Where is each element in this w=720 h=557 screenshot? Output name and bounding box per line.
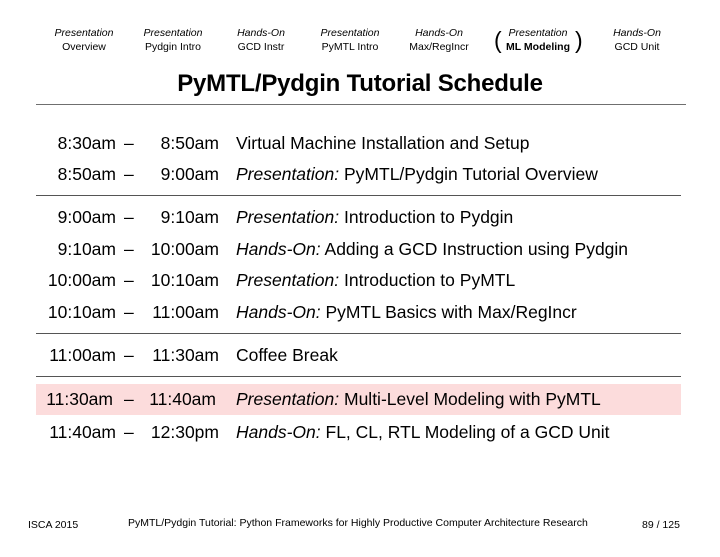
end-time: 9:10am [160,207,219,227]
start-time: 11:40am [49,422,116,442]
time-separator: – [124,345,134,365]
section-divider [36,333,681,334]
session-text: Multi-Level Modeling with PyMTL [344,389,601,409]
session-kind: Presentation: [236,389,340,409]
schedule-row [0,297,720,328]
end-time: 9:00am [160,164,219,184]
session-kind: Hands-On: [236,422,321,442]
schedule-row [0,128,720,159]
footer-subtitle: PyMTL/Pydgin Tutorial: Python Frameworks for Highly Productive Computer Architecture Research [128,517,588,529]
footer-venue: ISCA 2015 [28,519,79,531]
nav-topic: GCD Unit [614,41,660,53]
nav-kind: Presentation [320,27,380,39]
session-description [236,202,513,233]
start-time: 11:30am [46,389,113,409]
nav-item-overview[interactable] [39,26,129,54]
nav-kind: Presentation [143,27,203,39]
start-time: 8:30am [57,133,116,153]
nav-topic: GCD Instr [237,41,285,53]
session-kind: Presentation: [236,164,340,184]
session-text: PyMTL/Pydgin Tutorial Overview [344,164,598,184]
nav-item-max-regincr[interactable] [394,26,484,54]
schedule-row-current [36,384,681,415]
start-time: 9:10am [57,239,116,259]
session-description [236,234,628,265]
nav-kind: Hands-On [237,27,285,39]
session-kind: Hands-On: [236,302,321,322]
title-divider [36,104,686,105]
schedule-row [0,159,720,190]
session-text: Introduction to PyMTL [344,270,516,290]
time-separator: – [124,389,134,409]
page-number: 89 / 125 [642,519,680,531]
schedule-row [0,340,720,371]
session-description [236,384,601,415]
section-divider [36,195,681,196]
end-time: 10:10am [150,270,219,290]
time-separator: – [124,270,134,290]
nav-item-ml-modeling[interactable] [493,26,583,54]
end-time: 11:40am [149,389,216,409]
session-description [236,128,529,159]
page-title: PyMTL/Pydgin Tutorial Schedule [177,70,543,97]
end-time: 11:00am [152,302,219,322]
session-text: FL, CL, RTL Modeling of a GCD Unit [325,422,610,442]
nav-kind: Presentation [54,27,114,39]
schedule-row [0,417,720,448]
schedule-row [0,202,720,233]
session-text: Coffee Break [236,345,338,365]
nav-kind: Presentation [508,27,568,39]
start-time: 10:10am [47,302,116,322]
current-section-left-bracket: ( [494,27,502,53]
nav-topic: PyMTL Intro [321,41,379,53]
session-description [236,417,610,448]
session-text: Virtual Machine Installation and Setup [236,133,530,153]
time-separator: – [124,422,134,442]
nav-item-gcd-instr[interactable] [216,26,306,54]
end-time: 10:00am [150,239,219,259]
nav-topic: Max/RegIncr [409,41,469,53]
schedule-row [0,234,720,265]
session-text: Introduction to Pydgin [344,207,514,227]
nav-topic: Overview [62,41,106,53]
nav-kind: Hands-On [415,27,463,39]
nav-item-pymtl-intro[interactable] [305,26,395,54]
end-time: 12:30pm [150,422,219,442]
session-description [236,340,338,371]
nav-item-pydgin-intro[interactable] [128,26,218,54]
session-text: Adding a GCD Instruction using Pydgin [324,239,629,259]
start-time: 9:00am [57,207,116,227]
nav-kind: Hands-On [613,27,661,39]
nav-topic: Pydgin Intro [144,41,202,53]
end-time: 11:30am [152,345,219,365]
start-time: 10:00am [47,270,116,290]
session-text: PyMTL Basics with Max/RegIncr [325,302,577,322]
session-description [236,159,598,190]
start-time: 8:50am [57,164,116,184]
session-kind: Hands-On: [236,239,321,259]
start-time: 11:00am [49,345,116,365]
session-kind: Presentation: [236,207,340,227]
time-separator: – [124,239,134,259]
session-description [236,297,577,328]
nav-item-gcd-unit[interactable] [592,26,682,54]
current-section-right-bracket: ) [575,27,583,53]
time-separator: – [124,207,134,227]
time-separator: – [124,164,134,184]
session-kind: Presentation: [236,270,340,290]
section-divider [36,376,681,377]
end-time: 8:50am [160,133,219,153]
time-separator: – [124,133,134,153]
schedule-row [0,265,720,296]
time-separator: – [124,302,134,322]
session-description [236,265,515,296]
nav-topic: ML Modeling [506,41,570,53]
